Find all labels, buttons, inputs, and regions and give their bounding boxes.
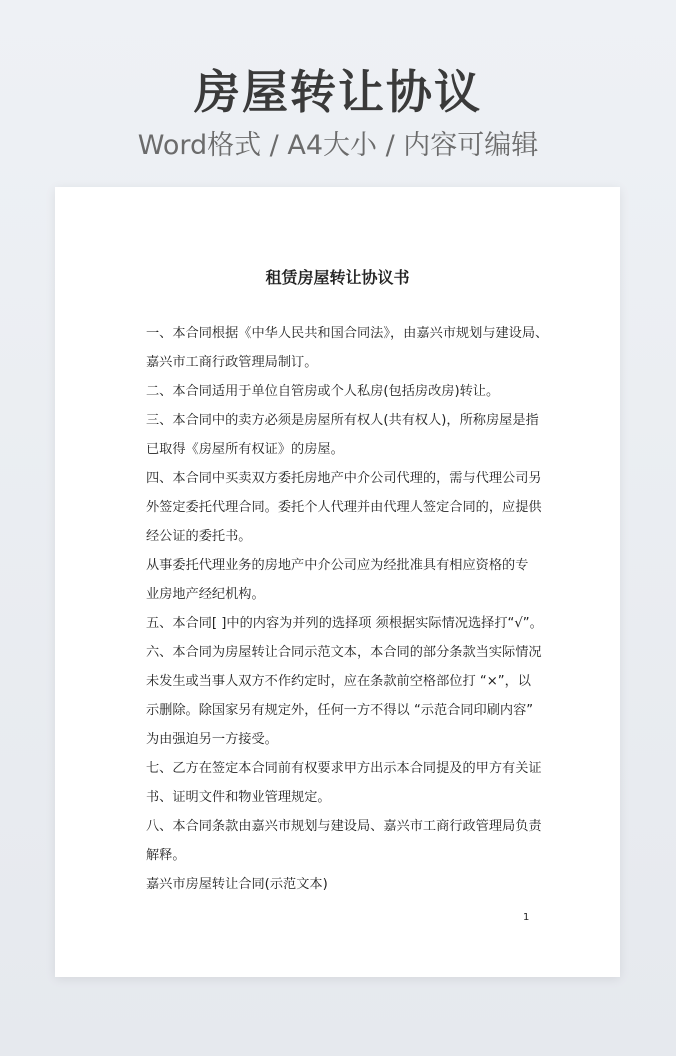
document-line: 嘉兴市房屋转让合同(示范文本) (146, 877, 328, 892)
document-line: 为由强迫另一方接受。 (146, 732, 278, 747)
document-title: 租赁房屋转让协议书 (265, 268, 410, 287)
document-line: 经公证的委托书。 (146, 529, 252, 544)
document-line: 外签定委托代理合同。委托个人代理并由代理人签定合同的，应提供 (146, 500, 542, 515)
document-page (55, 187, 620, 977)
document-line: 二、本合同适用于单位自管房或个人私房(包括房改房)转让。 (146, 384, 500, 399)
page-number: 1 (523, 912, 530, 923)
document-line: 五、本合同[ ]中的内容为并列的选择项 须根据实际情况选择打“√”。 (146, 616, 543, 631)
document-line: 四、本合同中买卖双方委托房地产中介公司代理的，需与代理公司另 (146, 471, 542, 486)
promo-header (0, 62, 676, 164)
document-line: 七、乙方在签定本合同前有权要求甲方出示本合同提及的甲方有关证 (146, 761, 542, 776)
document-line: 业房地产经纪机构。 (146, 587, 265, 602)
promo-subtitle: Word格式 / A4大小 / 内容可编辑 (137, 130, 539, 161)
document-line: 八、本合同条款由嘉兴市规划与建设局、嘉兴市工商行政管理局负责 (146, 819, 542, 834)
document-line: 嘉兴市工商行政管理局制订。 (146, 355, 318, 370)
document-line: 三、本合同中的卖方必须是房屋所有权人(共有权人)，所称房屋是指 (146, 413, 539, 428)
document-line: 从事委托代理业务的房地产中介公司应为经批准具有相应资格的专 (146, 558, 529, 573)
document-body (146, 319, 549, 899)
promo-title: 房屋转让协议 (194, 65, 482, 119)
document-line: 示删除。除国家另有规定外，任何一方不得以 “示范合同印刷内容” (146, 703, 534, 718)
document-line: 一、本合同根据《中华人民共和国合同法》，由嘉兴市规划与建设局、 (146, 326, 549, 341)
document-line: 六、本合同为房屋转让合同示范文本，本合同的部分条款当实际情况 (146, 645, 542, 660)
document-line: 已取得《房屋所有权证》的房屋。 (146, 442, 344, 457)
document-line: 未发生或当事人双方不作约定时，应在条款前空格部位打 “×”，以 (146, 674, 531, 689)
document-line: 解释。 (146, 848, 186, 863)
document-line: 书、证明文件和物业管理规定。 (146, 790, 331, 805)
